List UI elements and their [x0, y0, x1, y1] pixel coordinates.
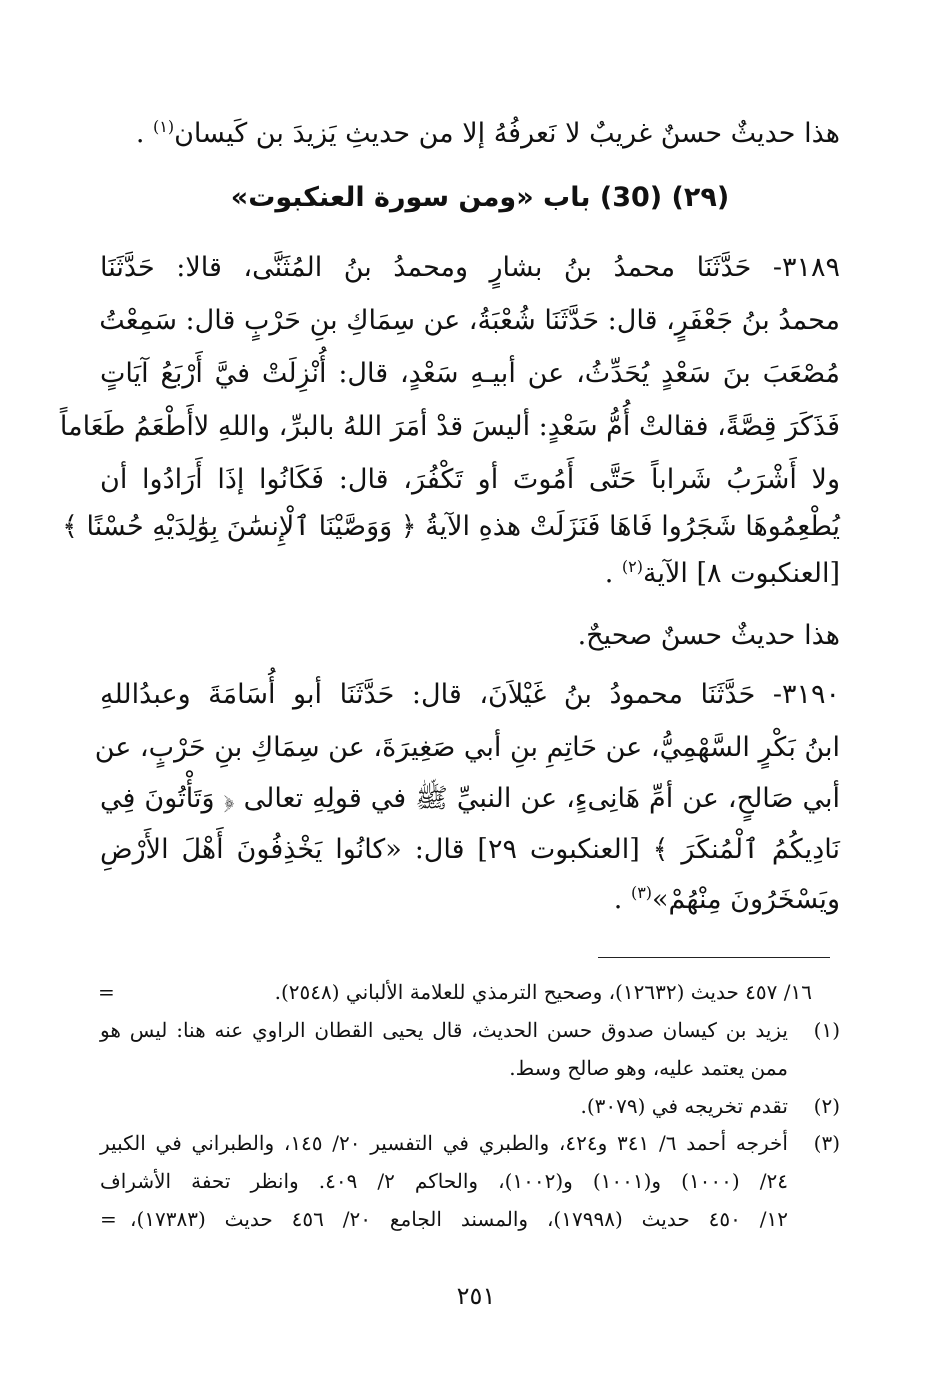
footnote-3-line-1	[100, 1127, 840, 1159]
hadith-3189-line-2: محمدُ بنُ جَعْفَرٍ، قال: حَدَّثَنَا شُعْبَةُ، عن سِمَاكِ بنِ حَرْبٍ قال: سَمِعْتُ	[99, 305, 840, 336]
footnote-continuation-text: ١٦/ ٤٥٧ حديث (١٢٦٣٢)، وصحيح الترمذي للعلامة الألباني (٢٥٤٨).	[274, 980, 812, 1004]
continuation-mark: =	[100, 1207, 117, 1231]
hadith-3190-line-5	[100, 878, 840, 922]
footnote-1-text-2: ممن يعتمد عليه، وهو صالح وسط.	[509, 1056, 788, 1080]
footnote-3-line-3	[100, 1203, 840, 1235]
continuation-mark: =	[98, 980, 115, 1004]
hadith-3189-line-7	[100, 552, 840, 596]
footnote-continuation	[100, 976, 840, 1008]
hadith-3190-last-text: ويَسْخَرُونَ مِنْهُمْ»	[652, 884, 840, 915]
footnote-1-text-1: يزيد بن كيسان صدوق حسن الحديث، قال يحيى القطان الراوي عنه هنا: ليس هو	[100, 1018, 788, 1042]
hadith-3189-line-4: فَذَكَرَ قِصَّةً، فقالتْ أُمُّ سَعْدٍ: أليسَ قدْ أمَرَ اللهُ بالبرِّ، واللهِ لاأَطْعَمُ طَعَاماً	[59, 411, 840, 442]
hadith-3190-line-4: نَادِيكُمُ ٱلْمُنكَرَ ﴾ [العنكبوت ٢٩] قال: «كانُوا يَخْذِفُونَ أَهْلَ الأَرْضِ	[100, 834, 840, 865]
hadith-3190-line-2: ابنُ بَكْرٍ السَّهْمِيُّ، عن حَاتِمِ بنِ أبي صَغِيرَةَ، عن سِمَاكِ بنِ حَرْبٍ، عن	[94, 732, 840, 763]
top-grading-text: هذا حديثٌ حسنٌ غريبٌ لا نَعرفُهُ إلا من حديثِ يَزيدَ بن كَيسان	[174, 118, 840, 149]
chapter-heading: (٢٩) (30) باب «ومن سورة العنكبوت»	[230, 182, 730, 213]
footnote-1-line-1	[100, 1014, 840, 1046]
footnote-2-text: تقدم تخريجه في (٣٠٧٩).	[580, 1094, 788, 1118]
footnote-3-text-2: ٢٤/ (١٠٠٠) و(١٠٠١) و(١٠٠٢)، والحاكم ٢/ ٤٠٩. وانظر تحفة الأشراف	[100, 1169, 788, 1193]
footnote-3-line-2	[100, 1165, 840, 1197]
hadith-3189-last-text: [العنكبوت ٨] الآية	[643, 558, 840, 589]
sentence-end: .	[604, 558, 622, 589]
hadith-3189-line-6: يُطْعِمُوهَا شَجَرُوا فَاهَا فَنَزَلَتْ هذهِ الآيةُ ﴿ وَوَصَّيْنَا ٱلْإِنسَٰنَ بِوَٰلِدَيْهِ حُسْنًا ﴾	[62, 511, 840, 542]
footnote-marker-3: (٣)	[630, 883, 653, 902]
footnote-1-line-2	[100, 1052, 840, 1084]
hadith-3189-line-3: مُصْعَبَ بنَ سَعْدٍ يُحَدِّثُ، عن أبيـهِ سَعْدٍ، قال: أُنْزِلَتْ فيَّ أَرْبَعُ آيَاتٍ	[100, 358, 840, 389]
footnote-separator	[598, 957, 830, 958]
footnote-2	[100, 1090, 840, 1122]
footnote-1-number: (١)	[813, 1018, 840, 1042]
hadith-3190-line-1: ٣١٩٠- حَدَّثَنَا محمودُ بنُ غَيْلاَنَ، قال: حَدَّثَنَا أبو أُسَامَةَ وعبدُاللهِ	[100, 679, 840, 710]
hadith-3189-line-5: ولا أَشْرَبُ شَراباً حَتَّى أَمُوتَ أو تَكْفُرَ، قال: فَكَانُوا إذَا أَرَادُوا أن	[100, 464, 840, 495]
sentence-end: .	[613, 884, 631, 915]
hadith-3189-line-1: ٣١٨٩- حَدَّثَنَا محمدُ بنُ بشارٍ ومحمدُ بنُ المُثَنَّى، قالا: حَدَّثَنَا	[100, 252, 840, 283]
footnote-3-number: (٣)	[813, 1131, 840, 1155]
footnote-3-text-1: أخرجه أحمد ٦/ ٣٤١ و٤٢٤، والطبري في التفسير ٢٠/ ١٤٥، والطبراني في الكبير	[100, 1131, 788, 1155]
page-number: ٢٥١	[456, 1282, 496, 1310]
top-grading-line	[100, 112, 840, 156]
footnote-2-number: (٢)	[813, 1094, 840, 1118]
hadith-3189-grade: هذا حديثٌ حسنٌ صحيحٌ.	[577, 620, 840, 651]
hadith-3190-line-3: أبي صَالحٍ، عن أمِّ هَانِىءٍ، عن النبيِّ ﷺ في قولِهِ تعالى ﴿ وَتَأْتُونَ فِي	[100, 783, 840, 814]
sentence-end: .	[135, 118, 153, 149]
footnote-marker-2: (٢)	[621, 557, 644, 576]
footnote-marker-1: (١)	[152, 117, 175, 136]
footnote-3-text-3: ١٢/ ٤٥٠ حديث (١٧٩٩٨)، والمسند الجامع ٢٠/ ٤٥٦ حديث (١٧٣٨٣)،	[130, 1207, 788, 1231]
